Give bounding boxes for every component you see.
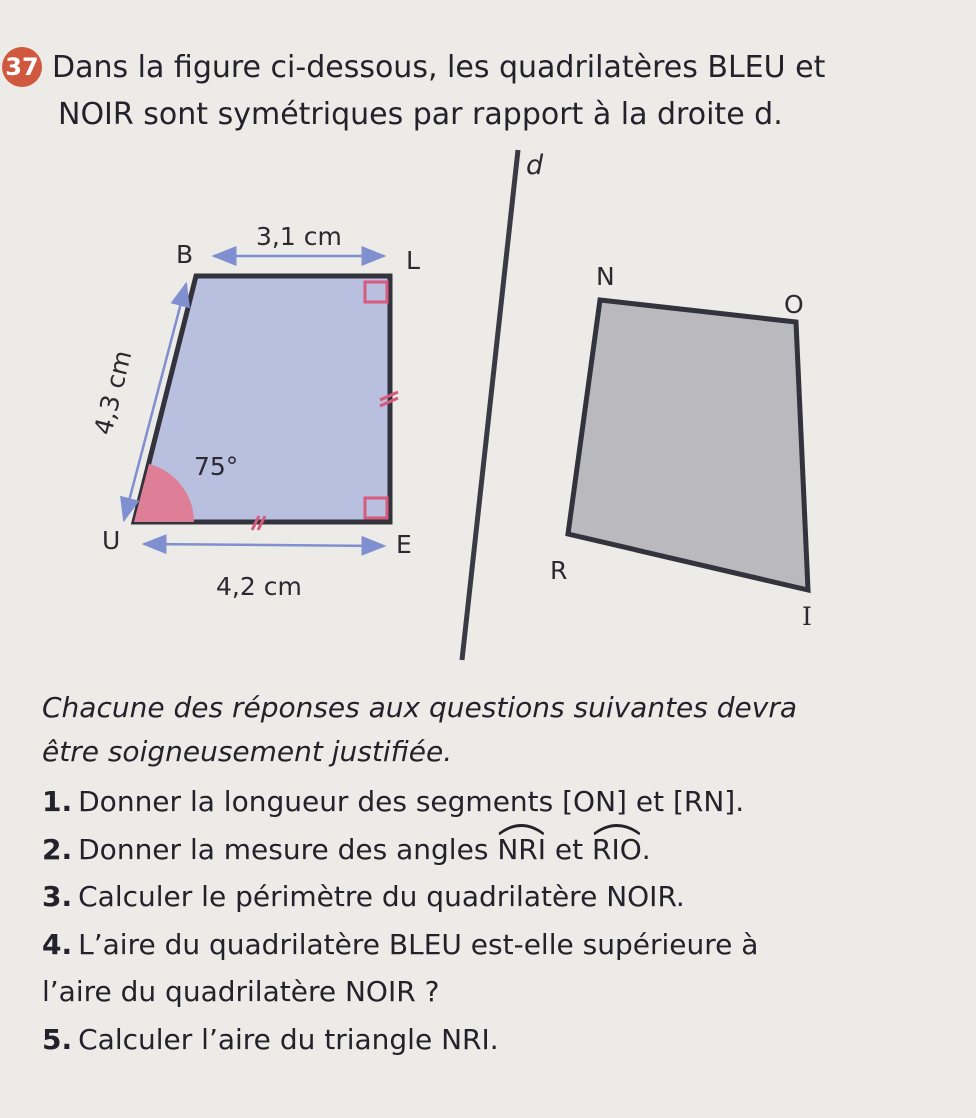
vertex-label-e: E: [396, 530, 412, 559]
angle-hat-icon: [592, 823, 642, 835]
vertex-label-r: R: [550, 556, 568, 585]
question-text-pre: Donner la mesure des angles: [78, 832, 498, 866]
angle-notation-rio: [592, 826, 642, 874]
length-label-bu: 4,3 cm: [88, 347, 138, 438]
question-text-post: .: [641, 832, 651, 866]
symmetry-axis-d: [462, 150, 518, 660]
angle-hat-icon: [497, 823, 546, 835]
vertex-label-u: U: [102, 526, 121, 555]
dimension-arrow-ue: [144, 544, 384, 546]
question-item: [42, 778, 962, 826]
vertex-label-n: N: [596, 262, 615, 291]
question-text: l’aire du quadrilatère NOIR ?: [42, 975, 440, 1008]
quadrilateral-noir: [568, 300, 808, 590]
length-label-bl: 3,1 cm: [256, 222, 342, 251]
question-number: 5.: [42, 1022, 73, 1056]
question-number: 2.: [42, 832, 73, 866]
exercise-number-badge: 37: [2, 47, 42, 87]
question-list: [42, 778, 962, 1063]
question-number: 3.: [42, 880, 73, 913]
question-item: [42, 826, 962, 874]
angle-name-rio: RIO: [592, 832, 642, 866]
statement-line-2: NOIR sont symétriques par rapport à la droite d.: [58, 97, 783, 132]
question-text: Calculer l’aire du triangle NRI.: [78, 1022, 499, 1056]
question-item: [42, 873, 962, 921]
angle-name-nri: NRI: [497, 832, 546, 866]
vertex-label-b: B: [176, 240, 194, 269]
question-item: [42, 921, 962, 969]
instruction-line-1: Chacune des réponses aux questions suivantes devra: [42, 691, 798, 724]
question-item-continuation: [42, 968, 962, 1016]
question-text: Calculer le périmètre du quadrilatère NOIR.: [78, 880, 685, 913]
question-number: 4.: [42, 927, 73, 961]
vertex-label-o: O: [784, 290, 804, 319]
axis-label-d: d: [526, 150, 544, 181]
angle-label-u: 75°: [194, 452, 239, 481]
instruction-line-2: être soigneusement justifiée.: [42, 735, 453, 768]
instruction-text: [42, 686, 952, 774]
question-text-mid: et: [545, 832, 592, 866]
question-item: [42, 1016, 962, 1064]
question-text: L’aire du quadrilatère BLEU est-elle supérieure à: [78, 927, 759, 961]
statement-line-1: Dans la figure ci-dessous, les quadrilatères BLEU et: [52, 50, 826, 85]
length-label-ue: 4,2 cm: [216, 572, 302, 601]
question-number: 1.: [42, 785, 73, 818]
vertex-label-l: L: [406, 246, 420, 275]
vertex-label-i: I: [802, 602, 812, 631]
angle-notation-nri: [497, 826, 546, 874]
question-text: Donner la longueur des segments [ON] et [RN].: [78, 785, 745, 818]
